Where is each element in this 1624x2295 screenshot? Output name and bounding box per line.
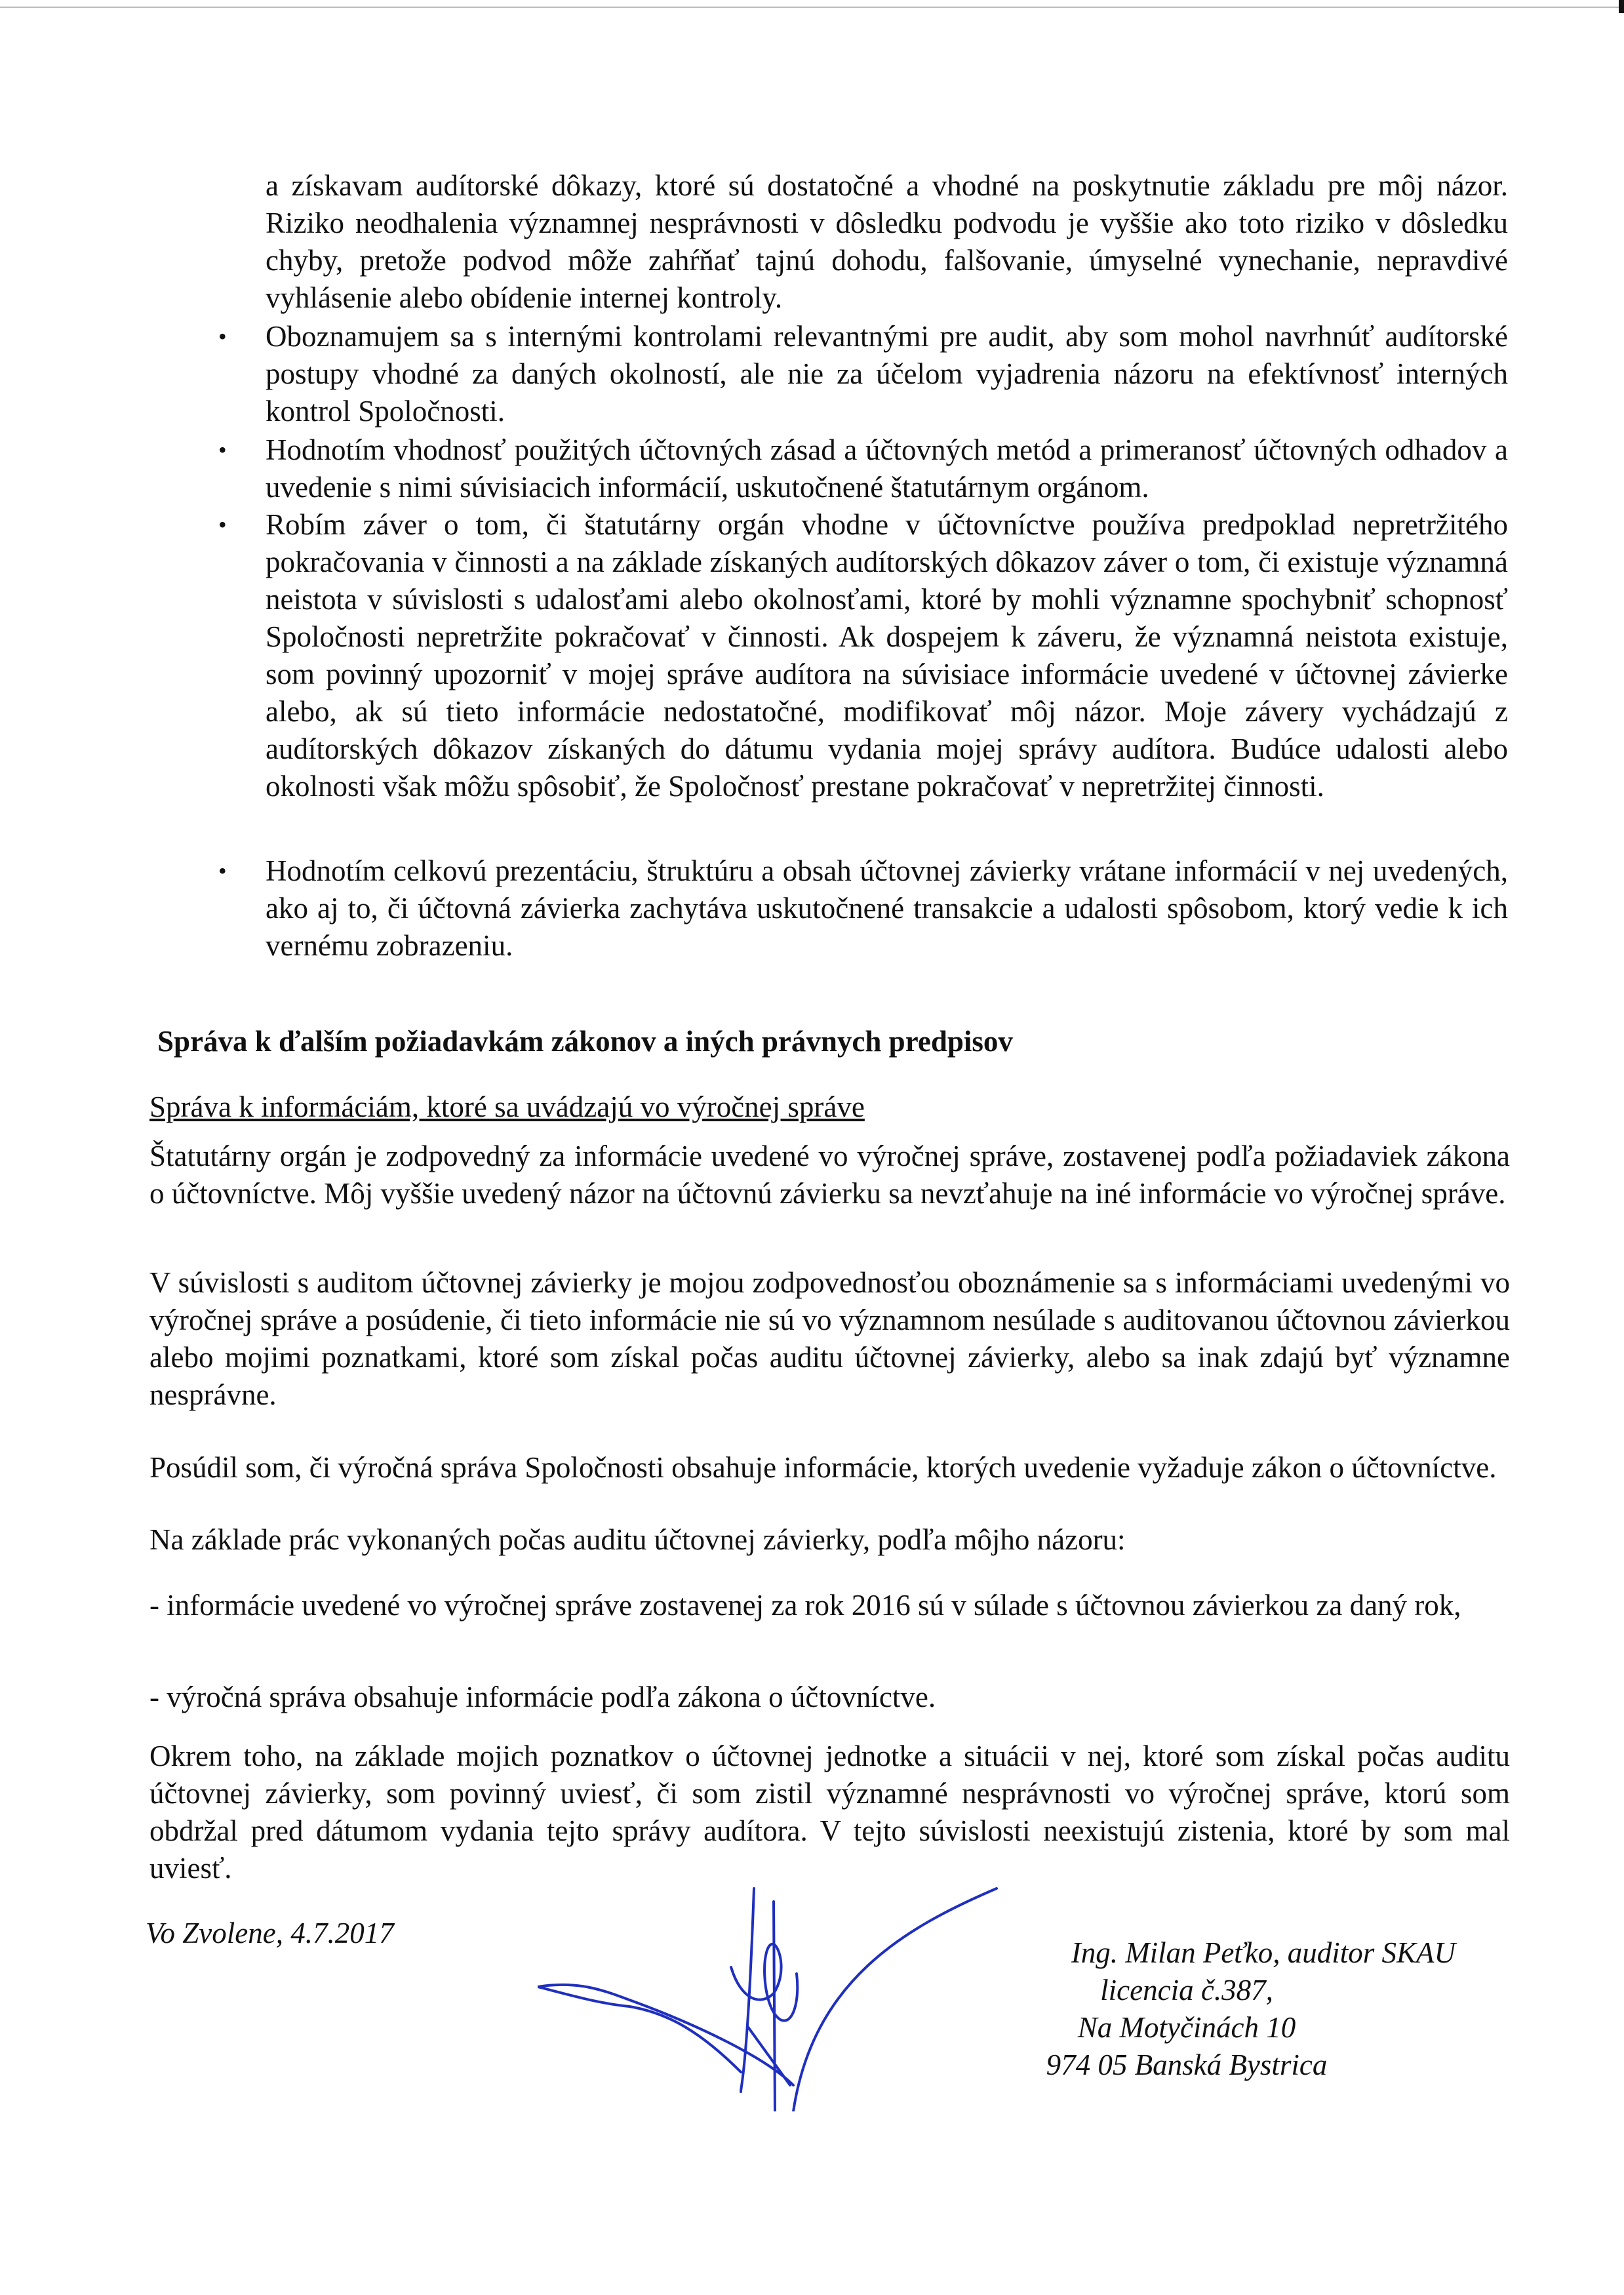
bullet-icon: •: [218, 437, 227, 463]
paragraph: V súvislosti s auditom účtovnej závierky je mojou zodpovednosťou oboznámenie sa s informáciami uvedenými vo výročnej správe a posúdenie, či tieto informácie nie sú vo významnom nesúlade s auditovanou účtovnou závierkou alebo mojimi poznatkami, ktoré som získal počas auditu účtovnej závierky, alebo sa inak zdajú byť významne nesprávne.: [149, 1266, 1510, 1411]
bullet-text: Hodnotím vhodnosť použitých účtovných zásad a účtovných metód a primeranosť účtovných odhadov a uvedenie s nimi súvisiacich informácií, uskutočnené štatutárnym orgánom.: [266, 433, 1508, 504]
place-date: Vo Zvolene, 4.7.2017: [146, 1917, 394, 1949]
auditor-street: Na Motyčinách 10: [1077, 2011, 1296, 2044]
bullet-icon: •: [218, 858, 227, 884]
signature-image: [538, 1875, 1010, 2111]
paragraph: Na základe prác vykonaných počas auditu účtovnej závierky, podľa môjho názoru:: [149, 1523, 1126, 1556]
subheading: Správa k informáciám, ktoré sa uvádzajú vo výročnej správe: [149, 1090, 865, 1123]
auditor-block: [957, 1934, 1456, 2084]
auditor-name: Ing. Milan Peťko, auditor SKAU: [1071, 1936, 1456, 1969]
bullet-item: [218, 506, 1508, 805]
bullet-item: [218, 431, 1508, 506]
paragraph: Posúdil som, či výročná správa Spoločnosti obsahuje informácie, ktorých uvedenie vyžaduje zákon o účtovníctve.: [149, 1451, 1497, 1484]
scan-edge-line: [0, 7, 1624, 8]
bullet-text: Oboznamujem sa s internými kontrolami relevantnými pre audit, aby som mohol navrhnúť audítorské postupy vhodné za daných okolností, ale nie za účelom vyjadrenia názoru na efektívnosť interných kontrol Spoločnosti.: [266, 320, 1508, 428]
dash-item: - informácie uvedené vo výročnej správe zostavenej za rok 2016 sú v súlade s účtovnou závierkou za daný rok,: [149, 1589, 1461, 1622]
section-heading: Správa k ďalším požiadavkám zákonov a iných právnych predpisov: [157, 1025, 1013, 1058]
bullet-item: [218, 318, 1508, 430]
bullet-text: Robím záver o tom, či štatutárny orgán vhodne v účtovníctve používa predpoklad nepretržitého pokračovania v činnosti a na základe získaných audítorských dôkazov záver o tom, či existuje významná neistota v súvislosti s udalosťami alebo okolnosťami, ktoré by mohli významne spochybniť schopnosť Spoločnosti nepretržite pokračovať v činnosti. Ak dospejem k záveru, že významná neistota existuje, som povinný upozorniť v mojej správe audítora na súvisiace informácie uvedené v účtovnej závierke alebo, ak sú tieto informácie nedostatočné, modifikovať môj názor. Moje závery vychádzajú z audítorských dôkazov získaných do dátumu vydania mojej správy audítora. Budúce udalosti alebo okolnosti však môžu spôsobiť, že Spoločnosť prestane pokračovať v nepretržitej činnosti.: [266, 508, 1508, 803]
scan-edge-mark: [1619, 0, 1624, 13]
bullet-text: Hodnotím celkovú prezentáciu, štruktúru a obsah účtovnej závierky vrátane informácií v nej uvedených, ako aj to, či účtovná závierka zachytáva uskutočnené transakcie a udalosti spôsobom, ktorý vedie k ich vernému zobrazeniu.: [266, 854, 1508, 962]
bullet-item: [218, 852, 1508, 965]
bullet-icon: •: [218, 323, 227, 349]
paragraph-continuation: a získavam audítorské dôkazy, ktoré sú dostatočné a vhodné na poskytnutie základu pre môj názor. Riziko neodhalenia významnej nesprávnosti v dôsledku podvodu je vyššie ako toto riziko v dôsledku chyby, pretože podvod môže zahŕňať tajnú dohodu, falšovanie, úmyselné vynechanie, nepravdivé vyhlásenie alebo obídenie internej kontroly.: [266, 169, 1508, 314]
paragraph: Štatutárny orgán je zodpovedný za informácie uvedené vo výročnej správe, zostavenej podľa požiadaviek zákona o účtovníctve. Môj vyššie uvedený názor na účtovnú závierku sa nevzťahuje na iné informácie vo výročnej správe.: [149, 1140, 1510, 1210]
dash-item: - výročná správa obsahuje informácie podľa zákona o účtovníctve.: [149, 1681, 936, 1713]
bullet-icon: •: [218, 511, 227, 538]
paragraph-closing: Okrem toho, na základe mojich poznatkov o účtovnej jednotke a situácii v nej, ktoré som získal počas auditu účtovnej závierky, som povinný uviesť, či som zistil významné nesprávnosti vo výročnej správe, ktorú som obdržal pred dátumom vydania tejto správy audítora. V tejto súvislosti neexistujú zistenia, ktoré by som mal uviesť.: [149, 1740, 1510, 1885]
auditor-city: 974 05 Banská Bystrica: [1046, 2048, 1328, 2081]
auditor-license: licencia č.387,: [1100, 1974, 1273, 2006]
